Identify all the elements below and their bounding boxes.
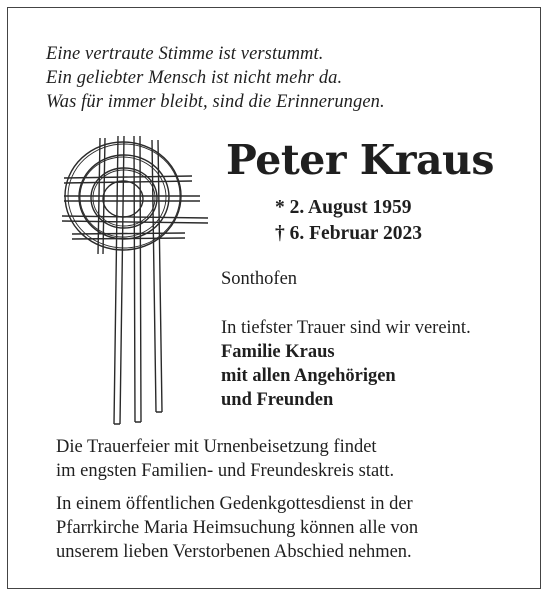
funeral-info [56, 435, 394, 483]
place-of-residence: Sonthofen [221, 269, 298, 289]
mass-line: In einem öffentlichen Gedenkgottesdienst in der [56, 494, 413, 514]
funeral-line: im engsten Familien- und Freundeskreis statt. [56, 461, 395, 481]
obituary-notice [7, 7, 541, 589]
poem-line: Ein geliebter Mensch ist nicht mehr da. [46, 68, 343, 88]
family-line: Familie Kraus [221, 342, 335, 362]
life-dates [275, 195, 422, 247]
poem-line: Eine vertraute Stimme ist verstummt. [46, 44, 324, 64]
birth-date: * 2. August 1959 [275, 197, 412, 218]
memorial-mass-info [56, 492, 418, 564]
poem [46, 42, 385, 114]
deceased-name: Peter Kraus [226, 136, 494, 184]
mass-line: Pfarrkirche Maria Heimsuchung können alle von [56, 518, 419, 538]
woven-cross-icon [60, 136, 208, 428]
family-line: mit allen Angehörigen [221, 366, 396, 386]
poem-line: Was für immer bleibt, sind die Erinnerungen. [46, 92, 385, 112]
mass-line: unserem lieben Verstorbenen Abschied nehmen. [56, 542, 412, 562]
death-date: † 6. Februar 2023 [275, 223, 422, 244]
family-line: und Freunden [221, 390, 334, 410]
mourners-block [221, 316, 471, 412]
funeral-line: Die Trauerfeier mit Urnenbeisetzung findet [56, 437, 377, 457]
mourning-intro: In tiefster Trauer sind wir vereint. [221, 318, 471, 338]
